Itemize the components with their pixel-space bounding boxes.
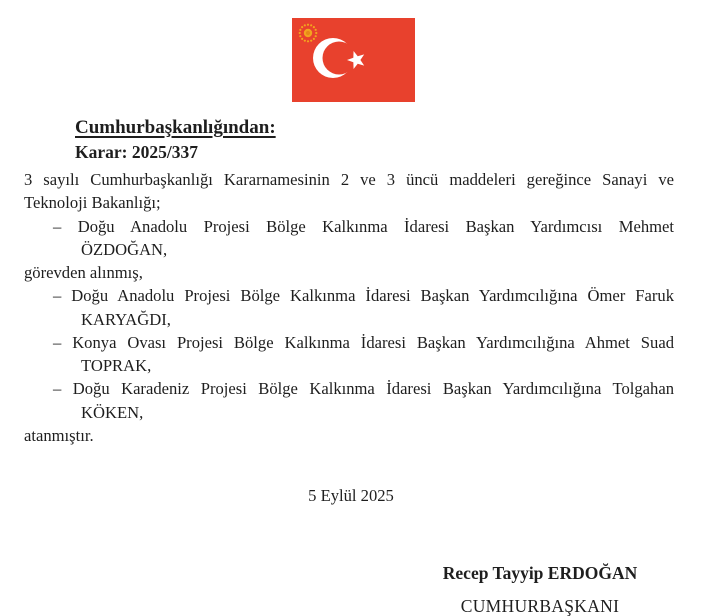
list-item-3-line-2: TOPRAK, <box>81 356 152 375</box>
dismissal-line: görevden alınmış, <box>24 263 143 282</box>
list-item-2-line-2: KARYAĞDI, <box>81 309 171 329</box>
intro-line-2: Teknoloji Bakanlığı; <box>24 193 161 213</box>
list-item-1-line-1: – Doğu Anadolu Projesi Bölge Kalkınma İdaresi Başkan Yardımcısı Mehmet <box>53 216 674 236</box>
turkish-presidential-flag <box>292 18 415 102</box>
list-item-2-line-1: – Doğu Anadolu Projesi Bölge Kalkınma İdaresi Başkan Yardımcılığına Ömer Faruk <box>53 286 674 306</box>
list-item-3-line-1: – Konya Ovası Projesi Bölge Kalkınma İdaresi Başkan Yardımcılığına Ahmet Suad <box>53 332 674 352</box>
issuing-office-heading: Cumhurbaşkanlığından: <box>75 117 276 138</box>
signature-block <box>390 561 690 616</box>
signatory-name: Recep Tayyip ERDOĞAN <box>442 563 638 583</box>
list-item-4-line-2: KÖKEN, <box>81 402 144 422</box>
decree-date: 5 Eylül 2025 <box>308 486 394 505</box>
list-item-4-line-1: – Doğu Karadeniz Projesi Bölge Kalkınma İdaresi Başkan Yardımcılığına Tolgahan <box>53 379 674 399</box>
closing-line: atanmıştır. <box>24 425 94 445</box>
decision-number: Karar: 2025/337 <box>75 142 198 162</box>
list-item-1-line-2: ÖZDOĞAN, <box>81 239 168 259</box>
intro-line-1: 3 sayılı Cumhurbaşkanlığı Kararnamesinin 2 ve 3 üncü maddeleri gereğince Sanayi ve <box>24 170 674 189</box>
decree-body <box>24 168 674 447</box>
signatory-title: CUMHURBAŞKANI <box>460 596 620 616</box>
